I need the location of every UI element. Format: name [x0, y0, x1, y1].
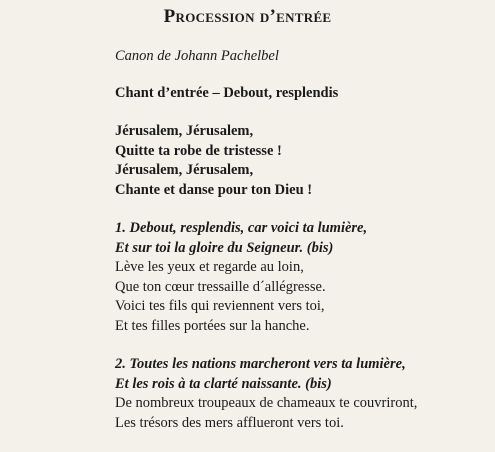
- verse-line: Lève les yeux et regarde au loin,: [115, 259, 304, 275]
- verse-head-line: Et les rois à ta clarté naissante. (bis): [115, 375, 332, 392]
- verse-line: Voici tes fils qui reviennent vers toi,: [115, 298, 325, 314]
- document-content: [115, 47, 485, 452]
- verse-1: [115, 219, 485, 336]
- verse-line: Les trésors des mers afflueront vers toi.: [115, 414, 344, 431]
- refrain-line: Jérusalem, Jérusalem,: [115, 123, 254, 139]
- page-title: Procession d’entrée: [163, 6, 332, 27]
- verse-2: [115, 355, 485, 433]
- verse-head-line: 1. Debout, resplendis, car voici ta lumière,: [115, 220, 368, 236]
- verse-line: De nombreux troupeaux de chameaux te couvriront,: [115, 395, 418, 411]
- verse-line: Et tes filles portées sur la hanche.: [115, 317, 310, 334]
- refrain: [115, 122, 485, 200]
- verse-line: Que ton cœur tressaille d´allégresse.: [115, 278, 326, 295]
- chant-title: Chant d’entrée – Debout, resplendis: [115, 84, 339, 101]
- refrain-line: Quitte ta robe de tristesse !: [115, 142, 282, 159]
- refrain-line: Chante et danse pour ton Dieu !: [115, 181, 313, 198]
- verse-head-line: 2. Toutes les nations marcheront vers ta lumière,: [115, 356, 406, 372]
- refrain-line: Jérusalem, Jérusalem,: [115, 162, 254, 178]
- verse-head-line: Et sur toi la gloire du Seigneur. (bis): [115, 239, 334, 256]
- subtitle: Canon de Johann Pachelbel: [115, 48, 279, 64]
